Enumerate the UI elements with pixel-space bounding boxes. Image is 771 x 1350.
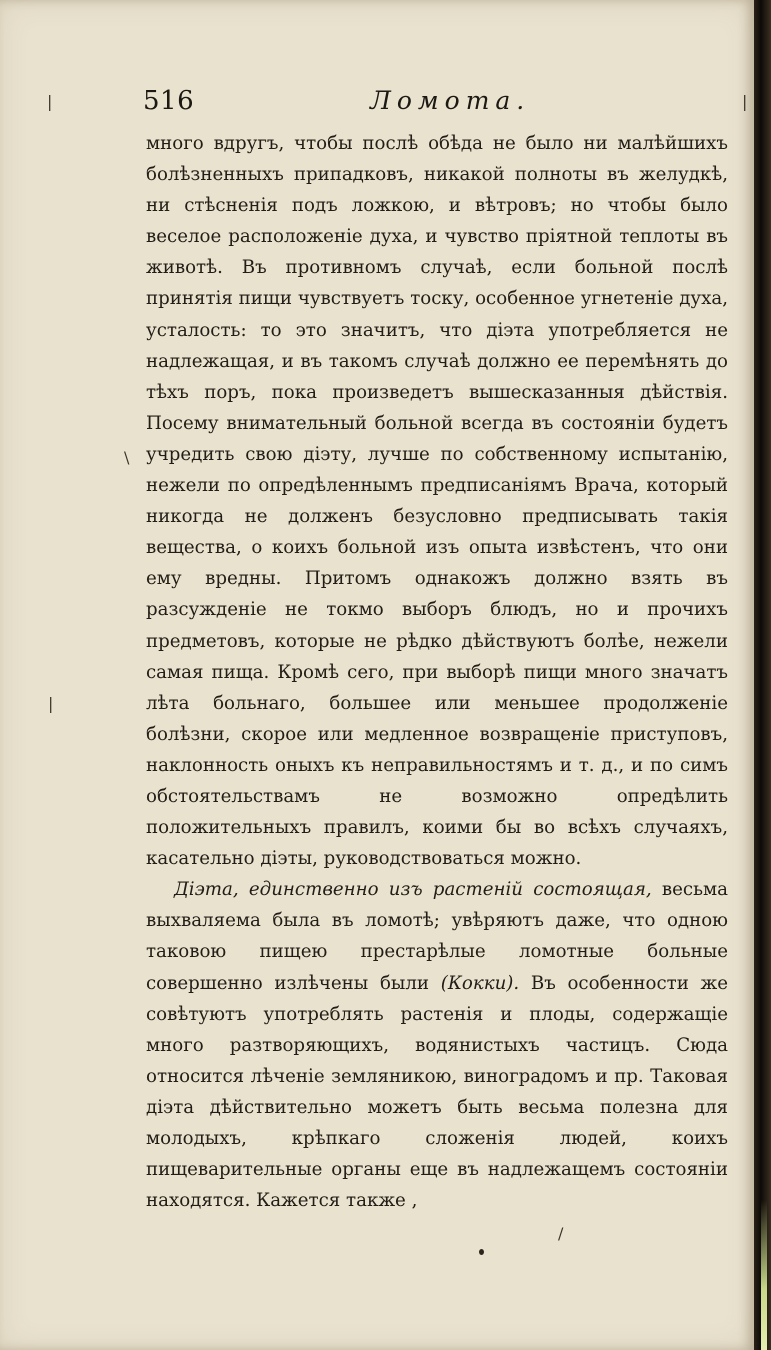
page-number: 516 — [143, 86, 195, 116]
ink-speck — [479, 1249, 484, 1255]
margin-tick-left: | — [47, 92, 53, 111]
paragraph-2-text-a: весьма выхваляема была въ ломотѣ; увѣряютъ даже, что одною таковою пищею престарѣлые ломотные больные совершенно излѣчены были — [146, 879, 728, 994]
paragraph-2-lead: Діэта, единственно изъ растеній состоящая, — [174, 879, 652, 901]
paragraph-2-citation: (Кокки). — [440, 972, 520, 994]
margin-tick-mid: \ — [124, 448, 130, 467]
book-gutter-edge — [754, 0, 771, 1350]
edge-highlight — [761, 1200, 767, 1350]
margin-tick-low: | — [48, 694, 54, 713]
margin-tick-right: | — [742, 92, 748, 111]
paragraph-2-text-b: Въ особенности же совѣтуютъ употреблять растенія и плоды, содержащіе много разтворяющихъ, водянистыхъ частицъ. Сюда относится лѣченіе земляникою, виноградомъ и пр. Таковая діэта дѣйствительно можетъ быть весьма полезна для молодыхъ, крѣпкаго сложенія людей, коихъ пищеварительные органы еще въ надлежащемъ состояніи находятся. Кажется также , — [146, 972, 728, 1212]
running-title: Ломота. — [370, 86, 531, 115]
paragraph-2 — [146, 874, 728, 1216]
margin-tick-bottom: / — [558, 1224, 564, 1243]
paragraph-1: много вдругъ, чтобы послѣ обѣда не было ни малѣйшихъ болѣзненныхъ припадковъ, никакой полноты въ желудкѣ, ни стѣсненія подъ ложкою, и вѣтровъ; но чтобы было веселое расположеніе духа, и чувство пріятной теплоты въ животѣ. Въ противномъ случаѣ, если больной послѣ принятія пищи чувствуетъ тоску, особенное угнетеніе духа, усталость: то это значитъ, что діэта употребляется не надлежащая, и въ такомъ случаѣ должно ее перемѣнять до тѣхъ поръ, пока произведетъ вышесказанныя дѣйствія. Посему внимательный больной всегда въ состояніи будетъ учредить свою діэту, лучше по собственному испытанію, нежели по опредѣленнымъ предписаніямъ Врача, который никогда не долженъ безусловно предписывать такія вещества, о коихъ больной изъ опыта извѣстенъ, что они ему вредны. Притомъ однакожъ должно взять въ разсужденіе не токмо выборъ блюдъ, но и прочихъ предметовъ, которые не рѣдко дѣйствуютъ болѣе, нежели самая пища. Кромѣ сего, при выборѣ пищи много значатъ лѣта больнаго, большее или меньшее продолженіе болѣзни, скорое или медленное возвращеніе приступовъ, наклонность оныхъ къ неправильностямъ и т. д., и по симъ обстоятельствамъ не возможно опредѣлить положительныхъ правилъ, коими бы во всѣхъ случаяхъ, касательно діэты, руководствоваться можно. — [146, 133, 728, 870]
body-text — [146, 128, 728, 1216]
page-header — [0, 86, 754, 126]
